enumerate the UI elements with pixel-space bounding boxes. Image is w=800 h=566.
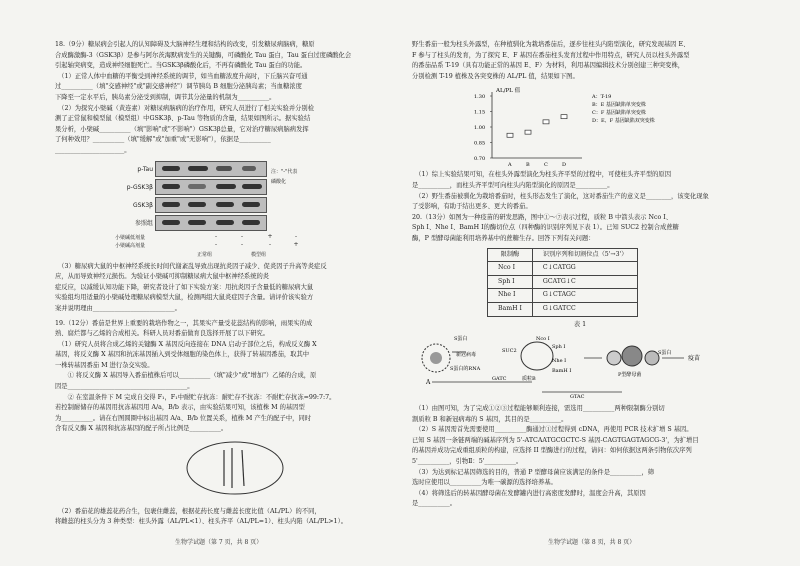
s-protein-label: S蛋白 [454,336,468,343]
text-line: 选时应使用以__________为唯一碳源的选择培养基。 [412,479,557,487]
table-row [488,262,638,276]
data-point [543,120,549,124]
data-point [561,115,567,119]
legend-entry: A：T-19 [592,94,612,101]
alpl-scatter [412,84,712,166]
table-row [488,275,638,289]
text-line: ① 将反义酶 X 基因导入番茄植株后可以__________（填"减少"或"增加"）乙烯的合成，原 [55,372,317,380]
text-line: Sph Ⅰ、Nhe Ⅰ、BamH Ⅰ的酶切位点（四种酶的识别序列见下表 1）。已知 SUC2 控制合成蔗糖 [412,224,679,232]
mark-a: A [426,379,431,387]
gatc-label: GATC [492,376,507,383]
enzyme-table [487,248,638,317]
text-line: F 参与了柱头的发育，为了探究 E、F 基因在番茄柱头发育过程中作用特点，研究人员以柱头外露型 [412,51,690,59]
text-line: （3）糖尿病大鼠的中枢神经系统长时间代谢紊乱导致出现抗炎因子减少、促炎因子升高等炎症反 [55,262,327,270]
text-line: 野生番茄一般为柱头外露型，在种植驯化为栽培番茄后，逐步往柱头内陷型演化，研究发现基因 E、 [412,41,690,48]
nco-label: Nco Ⅰ [536,336,550,343]
yeast-label: P型酵母菌 [618,372,642,379]
text-line: （4）将筛选后的转基因酵母菌在发酵罐内进行高密度发酵时，温度会升高，其原因 [412,489,646,497]
table-header: 识别序列和切割位点（5'→3'） [532,248,638,262]
text-line: （2）为探究小檗碱（黄连素）对糖尿病脑病的治疗作用，研究人员进行了相关实验并分别检 [55,104,315,112]
table-cell: Nhe Ⅰ [488,289,533,303]
table-cell: BamH Ⅰ [488,302,533,316]
x-tick-label: D [562,162,567,167]
y-tick-label: 1.15 [474,109,486,116]
blot-label-ref: 参照组 [134,219,153,227]
question-19-continued [412,40,748,82]
rna-label: S蛋白的RNA [450,366,481,373]
western-blot-figure: p-Tau p-GSK3β GSK3β 参照组 注："-"代表 磷酸化 小檗碱低剂量 - - + - 小檗碱高剂量 - - - + 正常组 模型组 [115,159,340,259]
table-caption: 表 1 [573,320,587,328]
x-tick-label: A [508,162,512,167]
x-tick-label: C [544,162,548,167]
question-20-intro [412,170,748,244]
virus-label: 新冠病毒 [456,352,477,359]
text-line: 酶，P 型酵母菌能利用培养基中的蔗糖生存。回答下列有关问题： [412,234,595,242]
text-line: 实验组均用适量的小檗碱处理糖尿病模型大鼠，检测两组大鼠炎症因子含量。请评价该实验方 [55,294,314,302]
text-line: ______________________。 [55,146,131,154]
blot-lane-pgsk [155,179,267,195]
text-line: （1）正常人体中血糖的平衡受到神经系统的调节，如当血糖浓度升高时，下丘脑兴奋可通 [55,72,308,80]
text-line: （1）综上实验结果可知，在柱头外露型演化为柱头齐平型的过程中，可使柱头齐平型的原因 [412,171,672,179]
y-tick-label: 0.85 [474,140,486,147]
text-line: 案并说明理由__________________________。 [55,304,181,312]
blot-cond1: 小檗碱低剂量 [115,234,146,241]
text-line: 20.（13分）如图为一种疫苗的研发思路，图中①～⑦表示过程，质粒 B 中箭头表示 Nco Ⅰ、 [412,213,673,221]
text-line: （1）由图可知，为了完成①②③过程能够顺利连接，需选用__________两种限制酶分别切 [412,405,665,413]
question-18-part3 [55,262,380,315]
x-tick-label: B [526,162,530,167]
text-line: 含有反义酶 X 基因和抗冻基因的配子所占比例是__________。 [55,425,228,433]
table-row [488,302,638,316]
text-line: （2）番茄花的雄蕊花药合生，包裹住雌蕊，根据花药长度与雌蕊长度比值（AL/PL）的不同， [55,507,321,515]
vaccine-label: 疫苗 [688,355,701,363]
text-line: 因是______________________________________。 [55,383,194,391]
blot-lane-gsk [155,197,267,213]
text-line: 已知 S 基因一条链两端的碱基序列为 5'-ATCAATGCGCTC-S 基因-CAGTGAGTAGCG-3'，为扩增目 [412,436,699,444]
text-line: 18.（9分）糖尿病会引起人的认知障碍及大脑神经生理和结构的改变，引发糖尿病脑病，糖原 [55,41,315,48]
text-line: 19.（12分）番茄是世界上重要的栽培作物之一，其果实产量受花蕊结构的影响，雨果实的成 [55,319,313,327]
suc2-label: SUC2 [502,348,517,355]
text-line: （1）研究人员将合成乙烯的关键酶 X 基因反向连接在 DNA 启动子部位之后，构成反义酶 X [55,340,317,348]
blot-note: 注："-"代表 磷酸化 [271,168,298,186]
text-line: 测了正常鼠和模型鼠（模型组）中GSK3β、p-Tau 等物质的含量，结果如图所示。据实验结 [55,115,311,123]
y-tick-label: 0.70 [474,156,486,163]
blot-lane-ref [155,215,267,231]
table-cell: G↓GATCC [532,302,638,316]
vaccine-diagram [412,332,732,400]
blot-label-gsk: GSK3β [132,201,153,209]
table-cell: Sph Ⅰ [488,275,533,289]
alpl-chart [412,84,712,166]
blot-group-normal: 正常组 [197,251,213,258]
y-axis-label: AL/PL 值 [496,88,521,95]
text-line: ② 在室温条件下 M 完成自交得 F₁，F₁中耐贮存抗冻：耐贮存不抗冻：不耐贮存抗冻=99:7:7。 [55,393,336,401]
data-point [507,134,513,138]
text-line: 应，从而导致神经元损伤。为验证小檗碱可抑制糖尿病大鼠中枢神经系统的炎 [55,273,270,281]
text-line: 的基因并成功完成重组质粒的构建，应选择 II 型酶进行的过程，请问：如何依据这两条引物依次序列 [412,447,692,455]
text-line: （3）为达到标记基因筛选的目的，普通 P 型酵母菌应该满足的条件是__________，筛 [412,468,655,476]
text-line: 为__________。请在右图圆圈中标出基因 A/a、B/b 位置关系，植株 M 产生的配子中，同时 [55,414,312,422]
blot-lane-ptau [155,161,267,177]
sph-label: Sph Ⅰ [552,344,566,351]
text-line: 引起轴突病变，造成神经细胞死亡。当GSK3β磷酸化后，不再有磷酸化 Tau 蛋白的功能。 [55,62,307,70]
text-line: 若控制耐储存的基因用抗冻基因用 A/a，B/b 表示，由实验结果可知，该植株 M 的基因型 [55,404,305,412]
bam-label: BamH Ⅰ [552,368,572,375]
table-cell: GCATG↓C [532,275,638,289]
y-tick-label: 1.30 [474,94,486,101]
text-line: 下降至一定水平后，胰岛素分泌受到抑制，调节其分泌量的机制为__________。 [55,93,276,101]
right-page [412,40,748,510]
text-line: 合成酶激酶-3（GSK3β）是参与阿尔茨海默病发生的关键酶，可磷酸化 Tau 蛋白，Tau 蛋白过度磷酸化会 [55,51,352,59]
text-line: 将雌蕊的柱头分为 3 种类型：柱头外露（AL/PL<1）、柱头齐平（AL/PL=1）、柱头内陷（AL/PL>1）。 [55,518,348,526]
vaccine-diagram-svg [412,332,732,400]
footer-right: 生物学试题（第 8 页，共 8 页） [548,539,636,546]
text-line: 了何种效用？__________（填"缓解"或"加重"或"无影响"），依据是__________ [55,136,271,144]
gtac-label: GTAC [570,394,585,401]
text-line: 熟、腐烂都与乙烯的合成相关。科研人员对番茄做育良选择开展了以下研究。 [55,330,270,338]
cell-circle-drawing [180,438,290,498]
plasmid-label: 质粒B [522,376,536,383]
blot-label-ptau: p-Tau [137,165,153,173]
text-line: 是__________，而柱头齐平型可向柱头内陷型演化的原因是__________。 [412,181,614,189]
table-row [488,289,638,303]
text-line: （2）S 基因需首先需要使用__________酶通过①过程得到 cDNA，再使用 PCR 技术扩增 S 基因。 [412,426,693,434]
s-protein-label-2: S蛋白 [658,350,672,357]
question-18 [55,40,380,157]
text-line: 基因，将反义酶 X 基因和抗冻基因插入到受体细胞的染色体上，获得了转基因番茄，取其中 [55,351,310,359]
data-point [525,131,531,135]
nhe-label: Nhe Ⅰ [552,358,567,365]
text-line: 症反应，以减缓认知功能下降，研究者设计了如下实验方案：用抗炎因子含量低的糖尿病大鼠 [55,283,314,291]
text-line: （2）野生番茄被驯化为栽培番茄时，柱头形态发生了演化，这对番茄生产的意义是________，该变化现象 [412,192,709,200]
blot-group-model: 模型组 [251,251,267,258]
table-cell: G↓CTAGC [532,289,638,303]
text-line: 割质粒 B 和新冠病毒的 S 基因，其目的是__________。 [412,415,568,423]
text-line: 是__________。 [412,500,457,508]
text-line: 一株转基因番茄 M 进行杂交实验。 [55,361,154,369]
question-20-parts [412,404,748,510]
question-19-part2 [55,507,380,528]
text-line: 5'__________，引物Ⅱ：5'__________。 [412,458,523,466]
table-cell: C↓CATGG [532,262,638,276]
text-line: 过__________（填"交感神经"或"副交感神经"）调节胰岛 B 细胞分泌胰岛素；当血糖浓度 [55,83,302,91]
blot-label-pgsk: p-GSK3β [126,183,153,191]
text-line: 的番茄品系 T-19（具有功能正常的基因 E、F）为材料，利用基因编辑技术分别创建三种突变株， [412,62,685,70]
text-line: 了受影响，有助于结出更多、更大的番茄。 [412,203,532,211]
left-page [55,40,380,528]
legend-entry: B：E 基因缺陷单突变株 [592,102,646,109]
table-cell: Nco Ⅰ [488,262,533,276]
table-header: 限制酶 [488,248,533,262]
y-tick-label: 1.00 [474,125,486,132]
text-line: 果分析，小檗碱__________（填"影响"或"不影响"）GSK3β总量，它对治疗糖尿病脑病发挥 [55,125,309,133]
blot-cond2: 小檗碱高剂量 [115,242,146,249]
legend-entry: C：F 基因缺陷单突变株 [592,110,646,117]
legend-entry: D：E、F 基因缺陷双突变株 [592,118,655,125]
footer-left: 生物学试题（第 7 页，共 8 页） [175,539,263,546]
question-19 [55,319,380,436]
text-line: 分别检测 T-19 植株及各突变株的 AL/PL 值，结果如下图。 [412,72,579,80]
